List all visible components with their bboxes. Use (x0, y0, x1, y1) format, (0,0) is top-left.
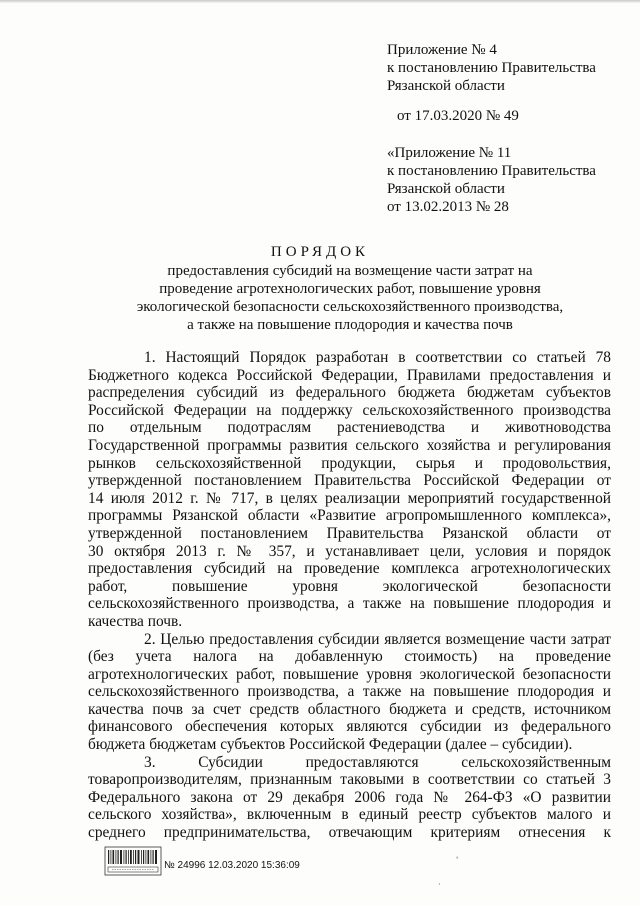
annex-4-header (387, 41, 596, 95)
subtitle-line: проведение агротехнологических работ, повышение уровня (159, 281, 541, 297)
paragraph-1-line: 14 июля 2012 г. № 717, в целях реализации мероприятий государственной (88, 489, 611, 507)
annex-4-line: Приложение № 4 (387, 42, 497, 58)
paragraph-1-line: работ, повышение уровня экологической безопасности (88, 577, 611, 595)
annex-4-date: от 17.03.2020 № 49 (397, 108, 519, 124)
paragraph-1-line: распределения субсидий из федерального бюджета бюджетам субъектов (88, 384, 611, 402)
scan-top-edge (0, 0, 640, 3)
annex-11-line: от 13.02.2013 № 28 (387, 199, 509, 215)
subtitle-line: предоставления субсидий на возмещение части затрат на (167, 263, 533, 279)
paragraph-1-line: 30 октября 2013 г. № 357, и устанавливает цели, условия и порядок (88, 542, 611, 560)
paragraph-2-line: (без учета налога на добавленную стоимость) на проведение (88, 648, 611, 666)
subtitle-line: экологической безопасности сельскохозяйственного производства, (136, 299, 564, 315)
annex-4-line: к постановлению Правительства (387, 60, 596, 76)
paragraph-1-line: качества почв. (88, 612, 183, 630)
paragraph-1-line: предоставления субсидий на проведение комплекса агротехнологических (88, 560, 611, 578)
paragraph-1-line: Бюджетного кодекса Российской Федерации, Правилами предоставления и (88, 366, 611, 384)
paragraph-1-line: утвержденной постановлением Правительства Российской Федерации от (88, 472, 611, 490)
paragraph-3-line: 3. Субсидии предоставляются сельскохозяйственным (144, 753, 611, 771)
scan-speck: · (438, 880, 441, 889)
paragraph-1-line: 1. Настоящий Порядок разработан в соответствии со статьей 78 (144, 349, 611, 366)
paragraph-2-line: 2. Целью предоставления субсидии является возмещение части затрат (144, 630, 611, 648)
paragraph-3-line: Федерального закона от 29 декабря 2006 года № 264-ФЗ «О развитии (88, 788, 611, 806)
subtitle-line: а также на повышение плодородия и качества почв (187, 317, 513, 333)
paragraph-2-line: агротехнологических работ, повышение уровня экологической безопасности (88, 665, 611, 683)
document-subtitle (60, 262, 640, 334)
paragraph-2-line: финансового обеспечения которых являются субсидии из федерального (88, 718, 611, 736)
paragraph-2-line: качества почв за счет средств областного бюджета и средств, источником (88, 700, 611, 718)
annex-4-line: Рязанской области (387, 78, 505, 94)
paragraph-1-line: по отдельным подотраслям растениеводства и животноводства (88, 419, 611, 437)
document-body (88, 349, 611, 842)
annex-11-line: к постановлению Правительства (387, 163, 596, 179)
paragraph-2-line: сельскохозяйственного производства, а также на повышение плодородия и (88, 683, 611, 701)
paragraph-1-line: программы Рязанской области «Развитие агропромышленного комплекса», (88, 507, 611, 525)
paragraph-1-line: Государственной программы развития сельского хозяйства и регулирования (88, 436, 611, 454)
barcode-stamp-icon (104, 846, 162, 876)
paragraph-2-line: бюджета бюджетам субъектов Российской Федерации (далее – субсидии). (88, 736, 573, 754)
scan-speck: ˚ (456, 856, 459, 865)
annex-11-header (387, 144, 596, 216)
paragraph-3-line: товаропроизводителям, признанным таковыми в соответствии со статьей 3 (88, 771, 611, 789)
paragraph-3-line: сельского хозяйства», включенным в единый реестр субъектов малого и (88, 806, 611, 824)
paragraph-3-line: среднего предпринимательства, отвечающим критериям отнесения к (88, 824, 611, 842)
paragraph-1-line: сельскохозяйственного производства, а также на повышение плодородия и (88, 595, 611, 613)
document-title: ПОРЯДОК (270, 244, 370, 260)
paragraph-1-line: рынков сельскохозяйственной продукции, сырья и продовольствия, (88, 454, 611, 472)
annex-11-line: Рязанской области (387, 181, 505, 197)
registration-number: № 24996 12.03.2020 15:36:09 (164, 860, 300, 871)
paragraph-1-line: утвержденной постановлением Правительства Рязанской области от (88, 524, 611, 542)
annex-11-line: «Приложение № 11 (387, 145, 512, 161)
paragraph-1-line: Российской Федерации на поддержку сельскохозяйственного производства (88, 401, 611, 419)
